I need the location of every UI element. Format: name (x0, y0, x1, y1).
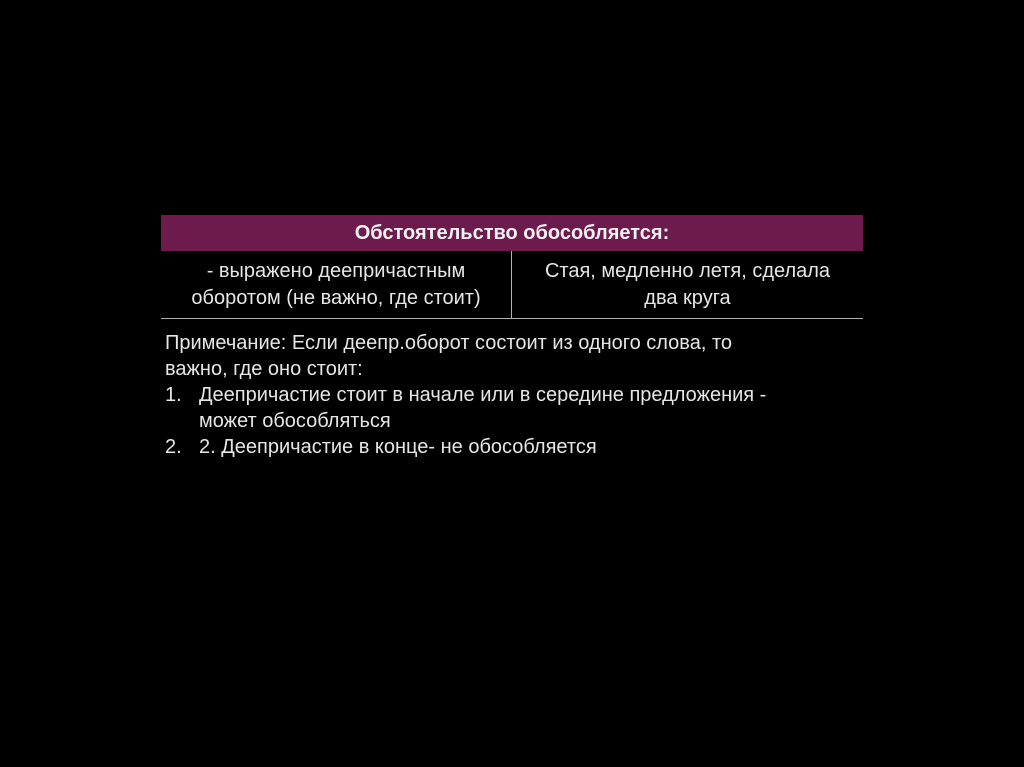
list-item-line-1: 2. Деепричастие в конце- не обособляется (199, 436, 597, 458)
condition-line-1: - выражено деепричастным (206, 260, 466, 282)
list-item-line-1: Деепричастие стоит в начале или в середине предложения - (199, 384, 767, 406)
condition-cell (161, 251, 512, 319)
note-intro-line-1: Примечание: Если деепр.оборот состоит из одного слова, то (165, 332, 733, 354)
list-item-line-2: может обособляться (199, 410, 391, 432)
list-item-number: 1. (165, 384, 182, 406)
table-header-row (161, 215, 863, 251)
note-intro-line-2: важно, где оно стоит: (165, 358, 363, 380)
note-list (165, 382, 865, 460)
example-line-2: два круга (644, 287, 731, 309)
rule-table (161, 215, 863, 319)
note-block (165, 330, 865, 460)
table-row (161, 251, 863, 319)
example-cell (512, 251, 864, 319)
table-header: Обстоятельство обособляется: (161, 215, 863, 251)
list-item (165, 382, 865, 434)
condition-line-2: оборотом (не важно, где стоит) (191, 287, 481, 309)
example-line-1: Стая, медленно летя, сделала (544, 260, 831, 282)
list-item-number: 2. (165, 436, 182, 458)
list-item (165, 434, 865, 460)
